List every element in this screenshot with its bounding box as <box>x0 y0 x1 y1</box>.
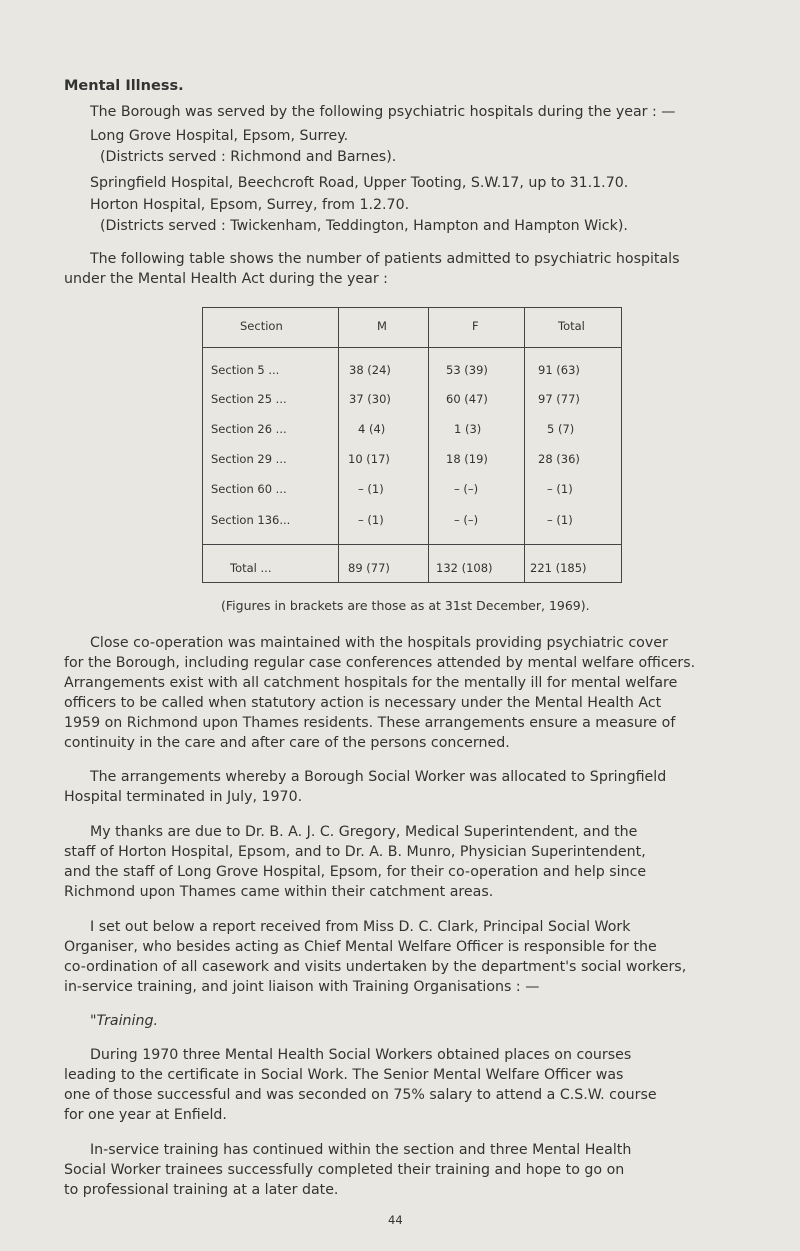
paragraph-line: staff of Horton Hospital, Epsom, and to Dr. A. B. Munro, Physician Superintendent, <box>64 844 646 860</box>
section-heading: Mental Illness. <box>64 78 184 94</box>
table-header-cell: F <box>472 319 479 333</box>
table-header-cell: Section <box>240 319 283 333</box>
table-cell-m: 4 (4) <box>358 422 386 436</box>
paragraph-line: Richmond upon Thames came within their catchment areas. <box>64 884 494 900</box>
table-cell-section: Section 26 ... <box>211 422 287 436</box>
table-col-rule <box>428 307 429 583</box>
hospital-line: (Districts served : Richmond and Barnes). <box>100 149 397 165</box>
table-caption: (Figures in brackets are those as at 31st December, 1969). <box>221 598 590 613</box>
table-header-rule <box>202 347 622 348</box>
training-heading: "Training. <box>90 1013 158 1029</box>
admissions-table <box>202 307 622 583</box>
paragraph-line: During 1970 three Mental Health Social Workers obtained places on courses <box>90 1047 632 1063</box>
table-intro-line: under the Mental Health Act during the year : <box>64 271 388 287</box>
paragraph-line: Hospital terminated in July, 1970. <box>64 789 303 805</box>
table-cell-total: 5 (7) <box>547 422 575 436</box>
paragraph-line: In-service training has continued within the section and three Mental Health <box>90 1142 632 1158</box>
paragraph-line: in-service training, and joint liaison with Training Organisations : — <box>64 979 540 995</box>
paragraph-line: for one year at Enfield. <box>64 1107 227 1123</box>
table-cell-f: 53 (39) <box>446 363 488 377</box>
table-cell-m: – (1) <box>358 482 384 496</box>
paragraph-line: The arrangements whereby a Borough Social Worker was allocated to Springfield <box>90 769 667 785</box>
table-col-rule <box>524 307 525 583</box>
table-intro-line: The following table shows the number of patients admitted to psychiatric hospitals <box>90 251 680 267</box>
table-header-cell: Total <box>558 319 585 333</box>
paragraph-line: I set out below a report received from Miss D. C. Clark, Principal Social Work <box>90 919 631 935</box>
table-cell-section: Section 60 ... <box>211 482 287 496</box>
table-cell-total: 97 (77) <box>538 392 580 406</box>
table-cell-f: 18 (19) <box>446 452 488 466</box>
table-right-rule <box>621 307 622 583</box>
paragraph-line: Organiser, who besides acting as Chief Mental Welfare Officer is responsible for the <box>64 939 657 955</box>
table-cell-f: – (–) <box>454 482 479 496</box>
table-total-label: Total ... <box>230 561 272 575</box>
table-cell-m: 10 (17) <box>348 452 390 466</box>
paragraph-line: co-ordination of all casework and visits undertaken by the department's social workers, <box>64 959 687 975</box>
table-cell-f: – (–) <box>454 513 479 527</box>
table-header-cell: M <box>377 319 387 333</box>
paragraph-line: leading to the certificate in Social Work. The Senior Mental Welfare Officer was <box>64 1067 624 1083</box>
table-cell-f: 1 (3) <box>454 422 482 436</box>
table-bottom-rule <box>202 582 622 583</box>
paragraph-line: Social Worker trainees successfully completed their training and hope to go on <box>64 1162 625 1178</box>
table-cell-section: Section 136... <box>211 513 291 527</box>
paragraph-line: 1959 on Richmond upon Thames residents. These arrangements ensure a measure of <box>64 715 676 731</box>
paragraph-line: Close co-operation was maintained with the hospitals providing psychiatric cover <box>90 635 668 651</box>
table-cell-total: 28 (36) <box>538 452 580 466</box>
table-cell-m: 38 (24) <box>349 363 391 377</box>
paragraph-line: officers to be called when statutory action is necessary under the Mental Health Act <box>64 695 662 711</box>
hospital-line: Springfield Hospital, Beechcroft Road, Upper Tooting, S.W.17, up to 31.1.70. <box>90 175 629 191</box>
table-cell-m: 37 (30) <box>349 392 391 406</box>
table-cell-section: Section 5 ... <box>211 363 280 377</box>
table-total-total: 221 (185) <box>530 561 587 575</box>
hospital-line: Long Grove Hospital, Epsom, Surrey. <box>90 128 349 144</box>
table-col-rule <box>338 307 339 583</box>
table-total-rule <box>202 544 622 545</box>
paragraph-line: Arrangements exist with all catchment hospitals for the mentally ill for mental welfare <box>64 675 678 691</box>
table-top-rule <box>202 307 622 308</box>
paragraph-line: to professional training at a later date. <box>64 1182 339 1198</box>
table-cell-section: Section 29 ... <box>211 452 287 466</box>
paragraph-line: My thanks are due to Dr. B. A. J. C. Gregory, Medical Superintendent, and the <box>90 824 638 840</box>
hospital-line: Horton Hospital, Epsom, Surrey, from 1.2.70. <box>90 197 410 213</box>
table-cell-total: 91 (63) <box>538 363 580 377</box>
table-cell-total: – (1) <box>547 482 573 496</box>
table-cell-section: Section 25 ... <box>211 392 287 406</box>
table-cell-f: 60 (47) <box>446 392 488 406</box>
hospital-line: (Districts served : Twickenham, Teddington, Hampton and Hampton Wick). <box>100 218 628 234</box>
table-cell-total: – (1) <box>547 513 573 527</box>
paragraph-line: continuity in the care and after care of the persons concerned. <box>64 735 510 751</box>
intro-text: The Borough was served by the following psychiatric hospitals during the year : — <box>90 104 676 120</box>
table-total-m: 89 (77) <box>348 561 390 575</box>
page-number: 44 <box>388 1213 403 1227</box>
paragraph-line: one of those successful and was seconded on 75% salary to attend a C.S.W. course <box>64 1087 657 1103</box>
table-total-f: 132 (108) <box>436 561 493 575</box>
table-left-rule <box>202 307 203 583</box>
table-cell-m: – (1) <box>358 513 384 527</box>
paragraph-line: for the Borough, including regular case conferences attended by mental welfare officers. <box>64 655 696 671</box>
paragraph-line: and the staff of Long Grove Hospital, Epsom, for their co-operation and help since <box>64 864 647 880</box>
